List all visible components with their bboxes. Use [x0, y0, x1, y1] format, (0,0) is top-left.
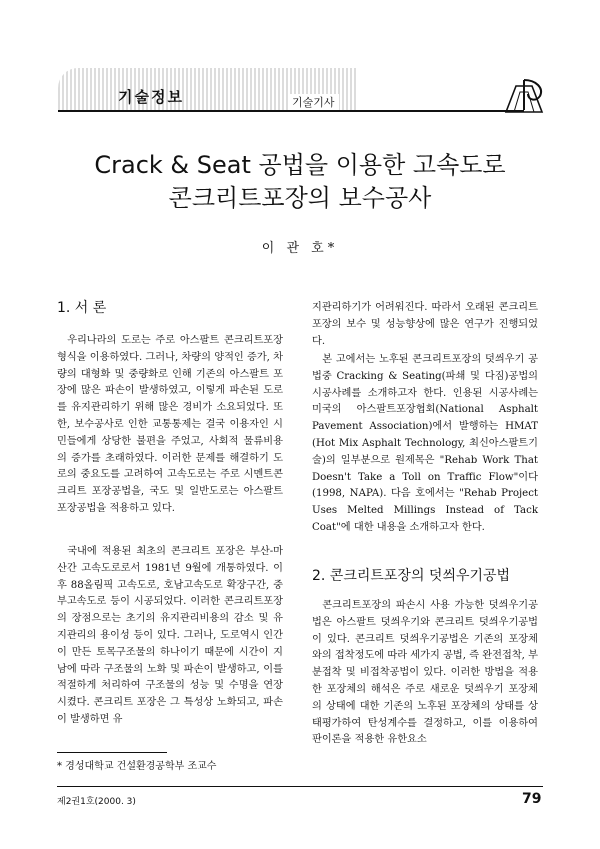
category-label: 기술기사	[288, 94, 339, 110]
section-title: 기술정보	[118, 88, 184, 106]
section2-heading: 2. 콘크리트포장의 덧씌우기공법	[312, 568, 511, 584]
article-title-line1: Crack & Seat 공법을 이용한 고속도로	[94, 151, 506, 179]
author: 이 관 호*	[261, 241, 339, 256]
footer-rule	[57, 786, 543, 787]
section1-heading: 1. 서 론	[57, 300, 107, 316]
section1-paragraph1	[57, 333, 283, 518]
paragraph-text: 콘크리트포장의 파손시 사용 가능한 덧씌우기공법은 아스팔트 덧씌우기와 콘크리트 덧씌우기공법이 있다. 콘크리트 덧씌우기공법은 기존의 포장체와의 접착정도에 따라 세가지 공법, 즉 완전접착, 부분접착 및 비접착공법이 있다. 이러한 방법을 적용한 포장체의 해석은 주로 새로운 덧씌우기 포장체의 상태에 대한 기존의 노후된 포장체의 상태를 상태평가하여 탄성계수를 결정하고, 이를 이용하여 판이론을 적용한 유한요소	[312, 600, 538, 746]
section1-paragraph3	[312, 352, 538, 537]
paragraph-text: 본 고에서는 노후된 콘크리트포장의 덧씌우기 공법중 Cracking & Seating(파쇄 및 다짐)공법의 시공사례를 소개하고자 한다. 인용된 시공사례는 미국의 아스팔트포장협회(National Asphalt Pavement Association)에서 발행하는 HMAT (Hot Mix Asphalt Technology, 최신아스팔트기술)의 일부분으로 원제목은 "Rehab Work That Doesn't Take a Toll on Traffic Flow"이다 (1998, NAPA). 다음 호에서는 "Rehab Project Uses Melted Millings Instead of Tack Coat"에 대한 내용을 소개하고자 한다.	[312, 354, 538, 533]
paragraph-text: 우리나라의 도로는 주로 아스팔트 콘크리트포장형식을 이용하였다. 그러나, 차량의 양적인 증가, 차량의 대형화 및 중량화로 인해 기존의 아스팔트 포장에 많은 파손이 발생하였고, 이렇게 파손된 도로를 유지관리하기 위해 많은 경비가 소요되었다. 또한, 보수공사로 인한 교통통제는 결국 이용자인 시민들에게 상당한 불편을 주었고, 사회적 물류비용의 증가를 초래하였다. 이러한 문제를 해결하기 도로의 중요도를 고려하여 고속도로는 주로 시멘트콘크리트 포장공법을, 국도 및 일반도로는 아스팔트 포장공법을 적용하고 있다.	[57, 335, 283, 514]
page-number: 79	[522, 791, 542, 807]
author-footnote: * 경성대학교 건설환경공학부 조교수	[57, 761, 217, 772]
header-band	[58, 68, 540, 114]
paragraph-text: 국내에 적용된 최초의 콘크리트 포장은 부산-마산간 고속도로로서 1981년 9월에 개통하였다. 이후 88올림픽 고속도로, 호남고속도로 확장구간, 중부고속도로 등이 시공되었다. 이러한 콘크리트포장의 장점으로는 초기의 유지관리비용의 감소 및 유지관리의 용이성 등이 있다. 그러나, 도로역시 인간이 만든 토목구조물의 하나이기 때문에 시간이 지남에 따라 구조물의 노화 및 파손이 발생하고, 이를 적절하게 처리하여 구조물의 성능 및 수명을 연장시켰다. 콘크리트 포장은 그 특성상 노화되고, 파손이 발생하면 유	[57, 546, 283, 725]
article-title-line2: 콘크리트포장의 보수공사	[168, 184, 432, 212]
header-rule	[58, 110, 524, 112]
footnote-rule	[57, 752, 167, 753]
section1-paragraph2	[57, 544, 283, 729]
section1-paragraph2-continued	[312, 300, 538, 350]
paragraph-text: 지관리하기가 어려워진다. 따라서 오래된 콘크리트포장의 보수 및 성능향상에 많은 연구가 진행되었다.	[312, 302, 538, 347]
section2-paragraph1	[312, 598, 538, 749]
journal-logo-icon	[500, 76, 550, 116]
issue-label: 제2권1호(2000. 3)	[57, 797, 136, 807]
